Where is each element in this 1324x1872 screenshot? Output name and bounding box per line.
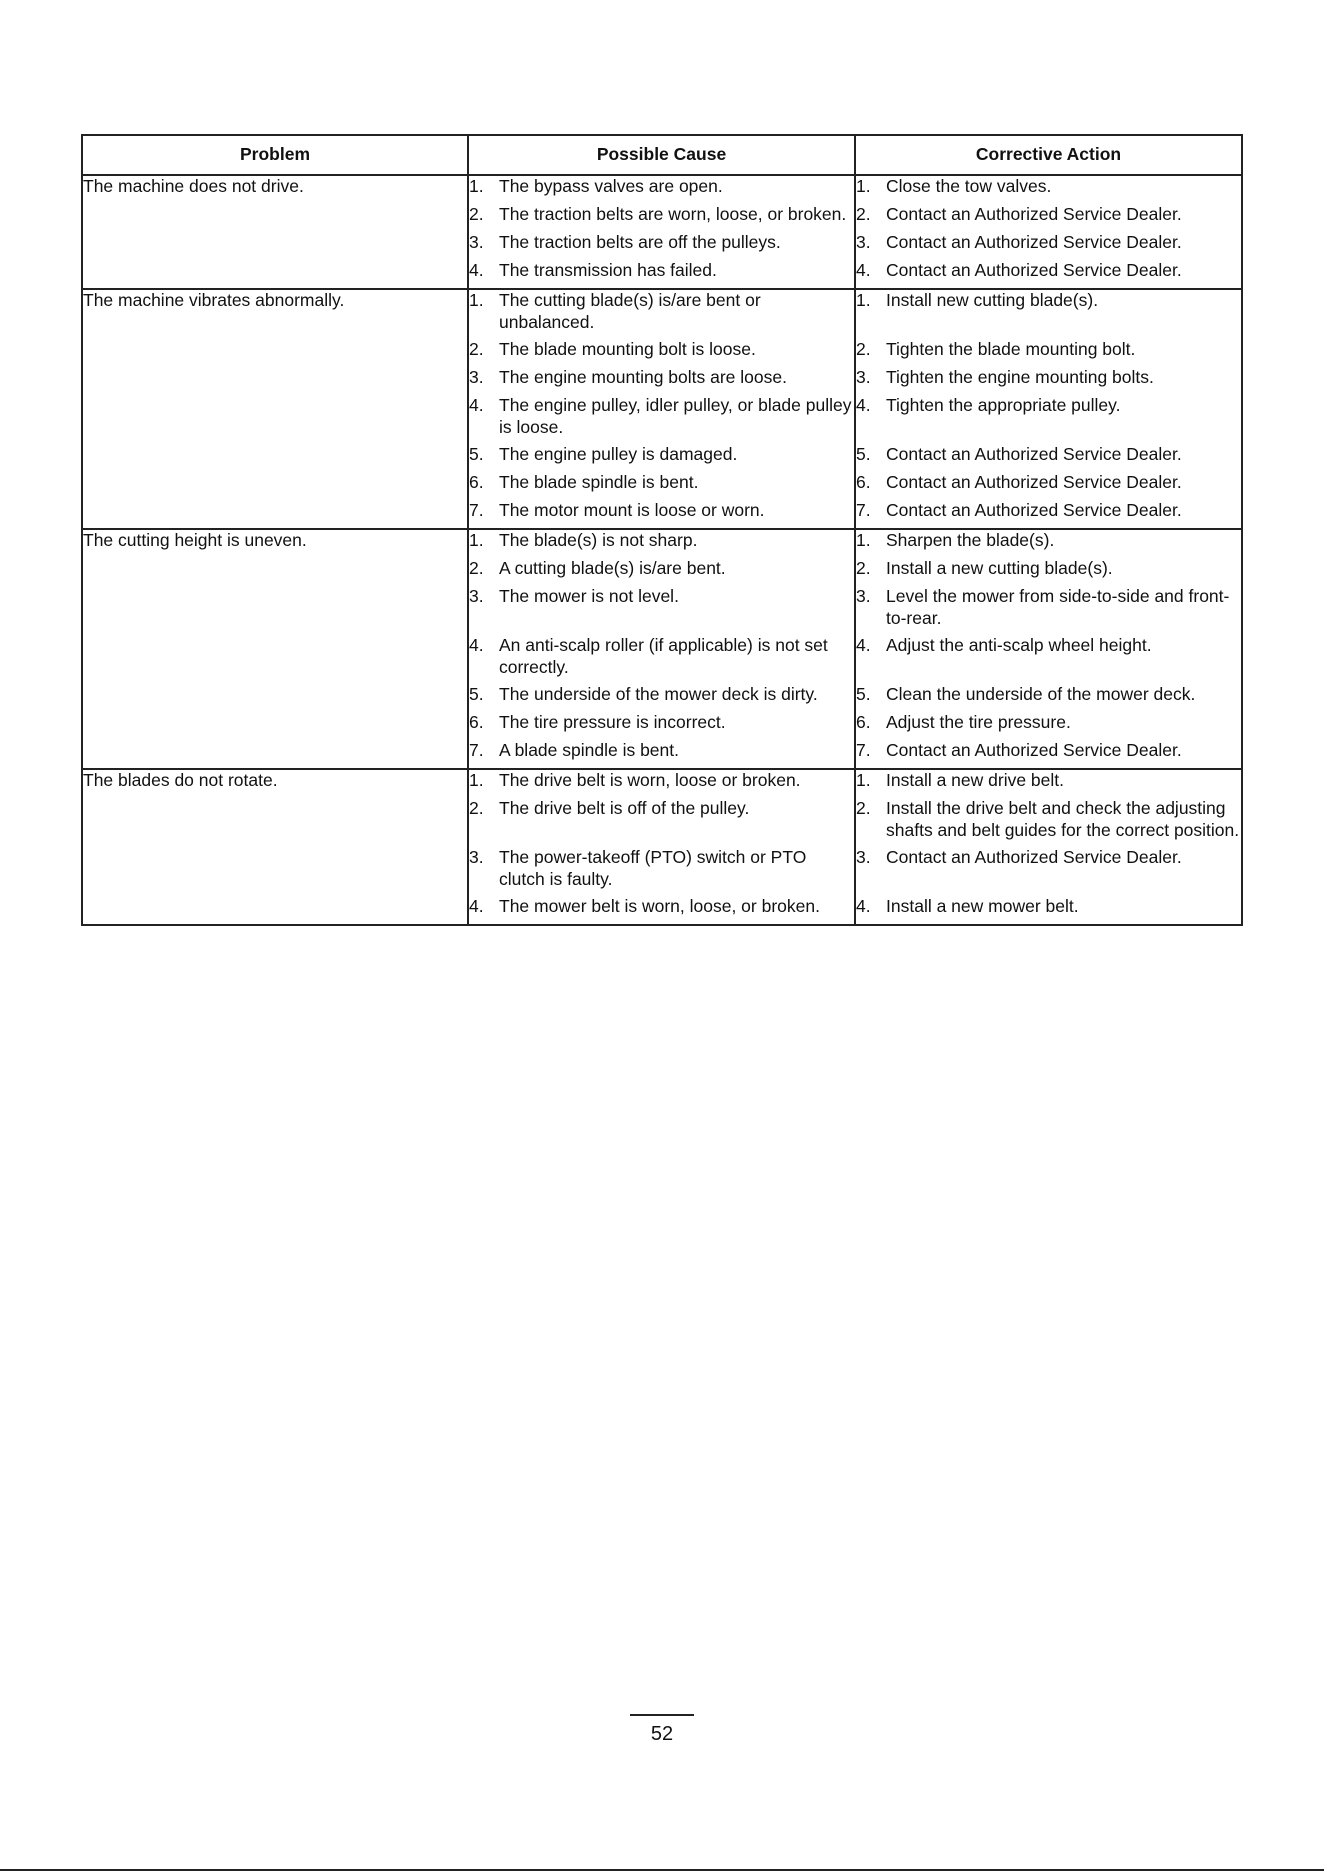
cause-text: The motor mount is loose or worn.: [499, 500, 765, 520]
action-text: Install a new mower belt.: [886, 896, 1079, 916]
action-text: Contact an Authorized Service Dealer.: [886, 444, 1182, 464]
action-list-item: [856, 444, 1241, 466]
action-list-item: [856, 847, 1241, 890]
item-number: 2.: [856, 339, 871, 359]
item-number: 2.: [856, 798, 871, 818]
action-list-item: [856, 740, 1241, 762]
action-list-item: [856, 635, 1241, 678]
cause-list-item: [469, 558, 854, 580]
possible-cause-cell: [468, 769, 855, 925]
item-number: 7.: [469, 500, 484, 520]
cause-text: An anti-scalp roller (if applicable) is not set correctly.: [499, 635, 828, 677]
troubleshooting-table: [81, 134, 1243, 926]
item-number: 1.: [469, 290, 484, 310]
action-text: Contact an Authorized Service Dealer.: [886, 232, 1182, 252]
cause-text: A blade spindle is bent.: [499, 740, 679, 760]
item-number: 1.: [856, 770, 871, 790]
cause-text: The cutting blade(s) is/are bent or unbalanced.: [499, 290, 761, 332]
cause-list-item: [469, 232, 854, 254]
action-list-item: [856, 204, 1241, 226]
action-text: Contact an Authorized Service Dealer.: [886, 847, 1182, 867]
action-text: Contact an Authorized Service Dealer.: [886, 260, 1182, 280]
action-list-item: [856, 367, 1241, 389]
item-number: 3.: [469, 367, 484, 387]
table-body: [82, 175, 1242, 925]
item-number: 4.: [856, 395, 871, 415]
action-text: Install the drive belt and check the adjusting shafts and belt guides for the correct position.: [886, 798, 1240, 840]
cause-list-item: [469, 530, 854, 552]
action-list-item: [856, 176, 1241, 198]
action-list-item: [856, 530, 1241, 552]
cause-text: The transmission has failed.: [499, 260, 717, 280]
action-list-item: [856, 712, 1241, 734]
item-number: 5.: [469, 684, 484, 704]
possible-cause-cell: [468, 529, 855, 769]
item-number: 6.: [469, 712, 484, 732]
item-number: 3.: [469, 232, 484, 252]
item-number: 2.: [469, 204, 484, 224]
cause-text: The engine pulley is damaged.: [499, 444, 738, 464]
item-number: 7.: [856, 740, 871, 760]
action-text: Contact an Authorized Service Dealer.: [886, 472, 1182, 492]
cause-list-item: [469, 444, 854, 466]
action-list-item: [856, 232, 1241, 254]
cause-text: The mower is not level.: [499, 586, 679, 606]
action-text: Install a new cutting blade(s).: [886, 558, 1113, 578]
action-list-item: [856, 339, 1241, 361]
action-text: Contact an Authorized Service Dealer.: [886, 204, 1182, 224]
cause-list-item: [469, 684, 854, 706]
item-number: 4.: [856, 260, 871, 280]
table-row: [82, 175, 1242, 289]
item-number: 4.: [469, 260, 484, 280]
action-text: Contact an Authorized Service Dealer.: [886, 740, 1182, 760]
table-row: [82, 529, 1242, 769]
cause-text: The drive belt is worn, loose or broken.: [499, 770, 801, 790]
item-number: 1.: [469, 770, 484, 790]
action-list-item: [856, 896, 1241, 918]
item-number: 1.: [856, 530, 871, 550]
item-number: 7.: [469, 740, 484, 760]
table-header-row: [82, 135, 1242, 175]
cause-list-item: [469, 204, 854, 226]
item-number: 4.: [469, 896, 484, 916]
corrective-action-cell: [855, 175, 1242, 289]
item-number: 3.: [856, 367, 871, 387]
action-text: Close the tow valves.: [886, 176, 1052, 196]
item-number: 4.: [856, 896, 871, 916]
item-number: 4.: [469, 635, 484, 655]
cause-text: The bypass valves are open.: [499, 176, 723, 196]
action-list-item: [856, 290, 1241, 333]
item-number: 3.: [856, 847, 871, 867]
action-list-item: [856, 798, 1241, 841]
cause-list-item: [469, 290, 854, 333]
item-number: 3.: [856, 586, 871, 606]
item-number: 2.: [469, 558, 484, 578]
action-list-item: [856, 558, 1241, 580]
item-number: 5.: [856, 684, 871, 704]
item-number: 6.: [469, 472, 484, 492]
cause-text: A cutting blade(s) is/are bent.: [499, 558, 726, 578]
action-list-item: [856, 472, 1241, 494]
action-text: Install new cutting blade(s).: [886, 290, 1099, 310]
cause-list-item: [469, 770, 854, 792]
cause-list-item: [469, 635, 854, 678]
page-number-rule: [630, 1714, 694, 1716]
item-number: 2.: [469, 798, 484, 818]
action-text: Level the mower from side-to-side and front-to-rear.: [886, 586, 1230, 628]
cause-list-item: [469, 847, 854, 890]
item-number: 1.: [469, 176, 484, 196]
item-number: 5.: [469, 444, 484, 464]
action-text: Clean the underside of the mower deck.: [886, 684, 1196, 704]
cause-list-item: [469, 472, 854, 494]
cause-list-item: [469, 176, 854, 198]
table-row: [82, 769, 1242, 925]
action-text: Tighten the engine mounting bolts.: [886, 367, 1154, 387]
action-list-item: [856, 395, 1241, 438]
cause-text: The blade(s) is not sharp.: [499, 530, 698, 550]
item-number: 3.: [856, 232, 871, 252]
item-number: 3.: [469, 586, 484, 606]
corrective-action-cell: [855, 289, 1242, 529]
corrective-action-cell: [855, 529, 1242, 769]
problem-cell: The machine does not drive.: [82, 175, 468, 289]
cause-text: The mower belt is worn, loose, or broken.: [499, 896, 820, 916]
item-number: 2.: [856, 558, 871, 578]
table-row: [82, 289, 1242, 529]
cause-text: The power-takeoff (PTO) switch or PTO clutch is faulty.: [499, 847, 807, 889]
header-possible-cause: Possible Cause: [468, 135, 855, 175]
cause-list-item: [469, 586, 854, 629]
item-number: 2.: [469, 339, 484, 359]
item-number: 3.: [469, 847, 484, 867]
cause-text: The traction belts are worn, loose, or broken.: [499, 204, 847, 224]
cause-list-item: [469, 798, 854, 841]
cause-text: The engine mounting bolts are loose.: [499, 367, 787, 387]
action-text: Sharpen the blade(s).: [886, 530, 1055, 550]
item-number: 2.: [856, 204, 871, 224]
cause-list-item: [469, 260, 854, 282]
cause-text: The traction belts are off the pulleys.: [499, 232, 781, 252]
action-list-item: [856, 684, 1241, 706]
action-text: Tighten the blade mounting bolt.: [886, 339, 1136, 359]
item-number: 4.: [469, 395, 484, 415]
cause-text: The engine pulley, idler pulley, or blade pulley is loose.: [499, 395, 852, 437]
action-text: Adjust the anti-scalp wheel height.: [886, 635, 1152, 655]
header-problem: Problem: [82, 135, 468, 175]
action-text: Tighten the appropriate pulley.: [886, 395, 1121, 415]
problem-cell: The cutting height is uneven.: [82, 529, 468, 769]
possible-cause-cell: [468, 289, 855, 529]
problem-cell: The machine vibrates abnormally.: [82, 289, 468, 529]
item-number: 1.: [469, 530, 484, 550]
header-corrective-action: Corrective Action: [855, 135, 1242, 175]
item-number: 6.: [856, 472, 871, 492]
page-number: 52: [650, 1723, 674, 1745]
action-text: Contact an Authorized Service Dealer.: [886, 500, 1182, 520]
cause-text: The underside of the mower deck is dirty.: [499, 684, 818, 704]
action-list-item: [856, 500, 1241, 522]
item-number: 1.: [856, 290, 871, 310]
action-list-item: [856, 260, 1241, 282]
cause-text: The tire pressure is incorrect.: [499, 712, 726, 732]
cause-list-item: [469, 500, 854, 522]
action-list-item: [856, 770, 1241, 792]
cause-list-item: [469, 740, 854, 762]
cause-list-item: [469, 712, 854, 734]
cause-text: The blade mounting bolt is loose.: [499, 339, 756, 359]
item-number: 5.: [856, 444, 871, 464]
corrective-action-cell: [855, 769, 1242, 925]
page-footer: [0, 1714, 1324, 1746]
action-text: Install a new drive belt.: [886, 770, 1065, 790]
item-number: 7.: [856, 500, 871, 520]
action-text: Adjust the tire pressure.: [886, 712, 1071, 732]
problem-cell: The blades do not rotate.: [82, 769, 468, 925]
cause-list-item: [469, 339, 854, 361]
cause-text: The drive belt is off of the pulley.: [499, 798, 750, 818]
cause-text: The blade spindle is bent.: [499, 472, 699, 492]
cause-list-item: [469, 395, 854, 438]
item-number: 6.: [856, 712, 871, 732]
action-list-item: [856, 586, 1241, 629]
cause-list-item: [469, 367, 854, 389]
possible-cause-cell: [468, 175, 855, 289]
item-number: 4.: [856, 635, 871, 655]
cause-list-item: [469, 896, 854, 918]
page-bottom-border: [0, 1869, 1324, 1871]
item-number: 1.: [856, 176, 871, 196]
